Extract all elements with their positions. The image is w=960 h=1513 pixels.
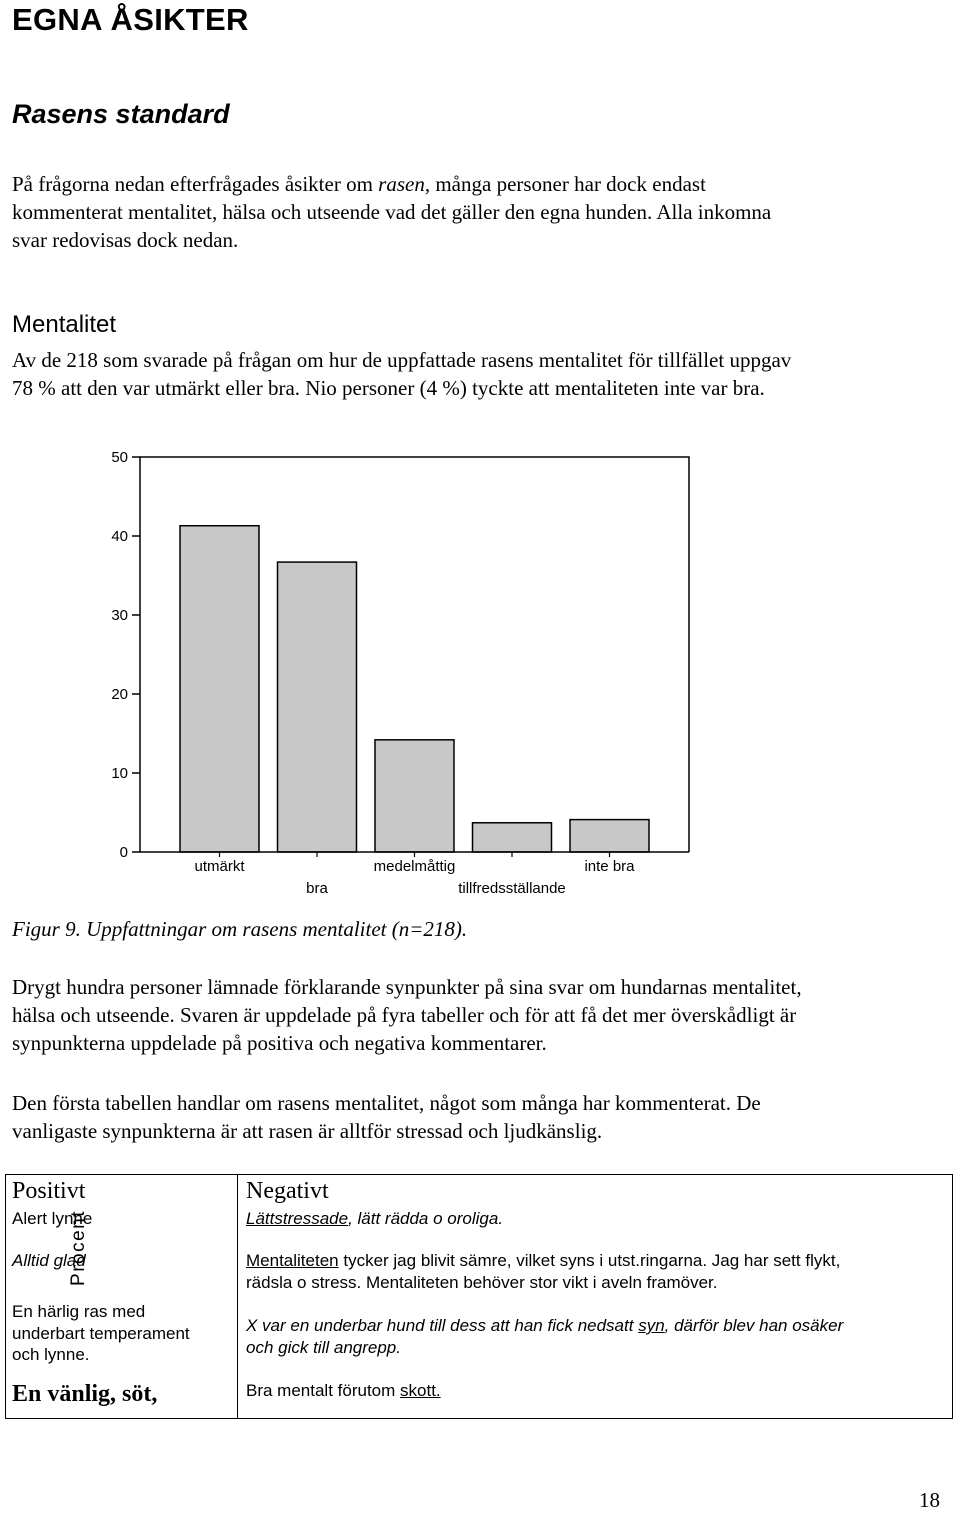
bar xyxy=(375,740,454,852)
comment-text: , lätt rädda o oroliga. xyxy=(348,1209,504,1228)
comment-text: , därför blev han osäker xyxy=(664,1316,844,1335)
y-tick-label: 0 xyxy=(119,844,128,861)
comment-text: Bra mentalt förutom xyxy=(246,1381,401,1400)
negative-comment xyxy=(246,1250,840,1293)
subsection-title: Mentalitet xyxy=(12,311,117,338)
bar xyxy=(180,526,259,852)
underlined-word: Lättstressade xyxy=(246,1209,349,1228)
comment-line: underbart temperament xyxy=(12,1323,190,1343)
paragraph-line: Den första tabellen handlar om rasens mentalitet, något som många har kommenterat. De xyxy=(12,1091,761,1115)
page-number: 18 xyxy=(919,1488,940,1512)
bar xyxy=(473,823,552,852)
comment-text: X var en underbar hund till dess att han fick nedsatt xyxy=(246,1316,639,1335)
body-paragraph-1 xyxy=(12,973,802,1057)
underlined-word: syn xyxy=(638,1316,665,1335)
positive-comment: Alltid glad xyxy=(12,1251,86,1270)
negative-comment xyxy=(246,1380,441,1402)
bar xyxy=(570,820,649,852)
x-tick-label: bra xyxy=(306,880,328,897)
paragraph-line: 78 % att den var utmärkt eller bra. Nio personer (4 %) tyckte att mentaliteten inte var bra. xyxy=(12,376,765,400)
x-tick-label: utmärkt xyxy=(194,858,245,875)
positive-header: Positivt xyxy=(12,1178,86,1204)
positive-comment xyxy=(12,1301,190,1366)
x-tick-label: tillfredsställande xyxy=(458,880,566,897)
section-heading: Rasens standard xyxy=(12,99,230,129)
mentalitet-paragraph xyxy=(12,346,791,402)
underlined-word: Mentaliteten xyxy=(246,1251,339,1270)
intro-paragraph xyxy=(12,170,771,254)
comments-table xyxy=(5,1174,953,1419)
intro-text: På frågorna nedan efterfrågades åsikter om xyxy=(12,172,379,196)
y-tick-label: 10 xyxy=(111,765,128,782)
paragraph-line: synpunkterna uppdelade på positiva och negativa kommentarer. xyxy=(12,1031,547,1055)
intro-line: svar redovisas dock nedan. xyxy=(12,228,239,252)
paragraph-line: hälsa och utseende. Svaren är uppdelade på fyra tabeller och för att få det mer överskådligt är xyxy=(12,1003,797,1027)
x-tick-label: inte bra xyxy=(584,858,635,875)
positive-comment: En vänlig, söt, xyxy=(12,1381,158,1407)
paragraph-line: Av de 218 som svarade på frågan om hur de uppfattade rasens mentalitet för tillfället uppgav xyxy=(12,348,792,372)
table-column-divider xyxy=(237,1175,238,1418)
paragraph-line: vanligaste synpunkterna är att rasen är alltför stressad och ljudkänslig. xyxy=(12,1119,603,1143)
comment-line: och lynne. xyxy=(12,1345,90,1364)
y-axis-label: Procent xyxy=(68,1210,89,1286)
negative-comment xyxy=(246,1208,503,1230)
underlined-word: skott. xyxy=(400,1381,441,1400)
y-tick-label: 20 xyxy=(111,686,128,703)
comment-text: tycker jag blivit sämre, vilket syns i utst.ringarna. Jag har sett flykt, xyxy=(338,1251,841,1270)
comment-line: En härlig ras med xyxy=(12,1302,146,1321)
body-paragraph-2 xyxy=(12,1089,761,1145)
page-heading: EGNA ÅSIKTER xyxy=(12,2,249,37)
paragraph-line: Drygt hundra personer lämnade förklarande synpunkter på sina svar om hundarnas mentalitet, xyxy=(12,975,802,999)
intro-text: , många personer har dock endast xyxy=(424,172,706,196)
intro-line: kommenterat mentalitet, hälsa och utseende vad det gäller den egna hunden. Alla inkomna xyxy=(12,200,772,224)
x-tick-label: medelmåttig xyxy=(373,858,456,875)
bar xyxy=(278,562,357,852)
comment-line: och gick till angrepp. xyxy=(246,1337,401,1357)
negative-header: Negativt xyxy=(246,1178,329,1204)
intro-emphasis: rasen xyxy=(378,172,425,196)
figure-caption: Figur 9. Uppfattningar om rasens mentalitet (n=218). xyxy=(12,917,468,941)
positive-comment: Alert lynne xyxy=(12,1209,93,1228)
y-tick-label: 30 xyxy=(111,607,128,624)
negative-comment xyxy=(246,1315,843,1358)
y-tick-label: 50 xyxy=(111,449,128,466)
y-tick-label: 40 xyxy=(111,528,128,545)
comment-line: rädsla o stress. Mentaliteten behöver stor vikt i aveln framöver. xyxy=(246,1272,718,1292)
